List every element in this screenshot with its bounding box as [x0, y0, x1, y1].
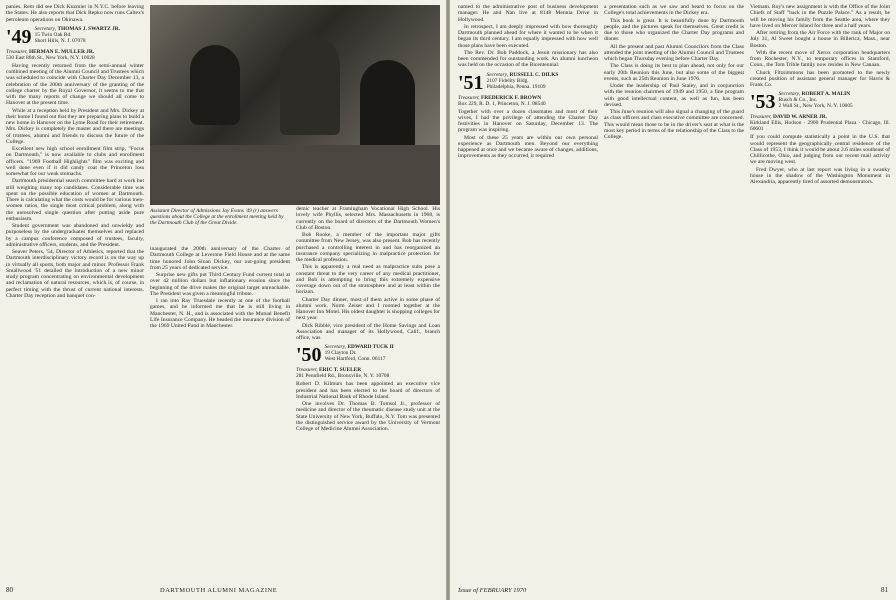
- treasurer-block: Treasurer, ERIC T. SUELER 281 Pennfield Rd., Bronxville, N. Y. 10708: [296, 367, 390, 380]
- paragraph: With the recent move of Xerox corporation headquarters from Rochester, N.Y., to temporary offices in Stamford, Conn., the Tom Trible family now resides in New Canaan.: [750, 49, 890, 69]
- paragraph: Seaver Peters, '54, Director of Athletics, reported that the Dartmouth interdisciplinary victory record is on the way up in virtually all sports, both major and minor. Professor Frank Smallwood '51 detailed the introduction of a new minor study program concentrating on environmental development and reclamation of natural resources, which is, of course, in perfect timing with the thrust of current national interests. Charter Day reception and banquet con-: [6, 249, 144, 299]
- paragraph: demic teacher at Framingham Vocational High School. His lovely wife Phyllis, selected Mrs. Massachusetts in 1968, is currently on the board of directors of the Dartmouth Women's Club of Boston.: [296, 206, 440, 231]
- photo-caption: Assistant Director of Admissions Jay Evans '49 (r) answers questions about the College at the enrollment meeting held by the Dartmouth Club of the Great Divide.: [150, 208, 284, 226]
- page-number-right: 81: [881, 586, 888, 594]
- right-page: [450, 0, 896, 600]
- secretary-block: Secretary, EDWARD TUCK II 19 Clayton Dr. West Hartford, Conn. 06117: [324, 344, 394, 363]
- paragraph: Fred Dwyer, who at last report was living in a swanky house in the shadow of the Washington Monument in Alexandria, apparently tired of assorted demonstrators.: [750, 166, 890, 185]
- paragraph: After retiring from the Air Force with the rank of Major on July 31, Al Sweet bought a house in Billerica, Mass., near Boston.: [750, 30, 890, 49]
- paragraph: inaugurated the 200th anniversary of the Charter of Dartmouth College at Leverone Field House and at the same time honored John Sloan Dickey, our out-going president from 25 years of dedicated service.: [150, 246, 290, 271]
- magazine-title: DARTMOUTH ALUMNI MAGAZINE: [160, 587, 278, 594]
- paragraph: The Rev. Dr. Bob Paddock, a Jesuit missionary has also been commended for outstanding work. An alumni luncheon was held on the occasion of the Bicentennial.: [458, 49, 598, 69]
- class-header-50: [296, 344, 440, 365]
- left-column-1: [6, 4, 144, 300]
- treasurer-block: Treasurer, DAVID W. ARNER JR. Kirkland Ellis, Hodson · 2900 Prudential Plaza · Chicago, Ill. 60601: [750, 114, 890, 133]
- paragraph: a presentation such as we saw and heard to focus on the College's total achievements in the Dickey era.: [604, 4, 744, 17]
- paragraph: Excellent new high school enrollment film strip, "Focus on Dartmouth," is now available to clubs and enrollment officers. "1969 Football Highlights" film was exciting and well done even if it did candy coat the Princeton loss somewhat for our weak stomachs.: [6, 146, 144, 177]
- right-column-2: [604, 4, 744, 141]
- class-header-51: [458, 72, 598, 93]
- right-column-3: [750, 4, 890, 186]
- treasurer-block: Treasurer, FREDERICK F. BROWN Box 229, R. D. 1, Princeton, N. J. 08540: [458, 94, 546, 107]
- paragraph: Dartmouth presidential search committee hard at work but still weighing many top candidates. Considerable time was spent on the possible education of women at Dartmouth. There is calculating what the costs would be for various men-women ratios, the single most critical problem, along with the unresolved single question after putting aside pure enthusiasm.: [6, 178, 144, 222]
- class-year: '51: [458, 71, 484, 93]
- paragraph: panies. Rem did see Dick Kuzmier in N.Y.C. before leaving the States. He also reports that Dick Repko now runs Caltex's petroleum operations on Okinawa.: [6, 4, 144, 23]
- left-column-2: [150, 246, 290, 330]
- paragraph: This June's reunion will also signal a changing of the guard as class officers and class executive committee are concerned. This would mean those to be in the driver's seat at what is the most key period in terms of the relationship of the Class to the College.: [604, 109, 744, 140]
- paragraph: Under the leadership of Paul Staley, and in conjunction with the reunion chairmen of 1949 and 1950, a fine program with good intellectual content, as well as fun, has been devised.: [604, 83, 744, 108]
- secretary-block: Secretary, THOMAS J. SWARTZ JR. 15 Twin Oak Rd. Short Hills, N. J. 07078: [34, 25, 120, 44]
- paragraph: Together with over a dozen classmates and most of their wives, I had the privilege of attending the Charter Day festivities in Hanover on Saturday, December 13. The program was inspiring.: [458, 108, 598, 134]
- paragraph: This is apparently a real need as malpractice suits pose a constant threat to the very career of any medical practitioner, and Bob is attempting to bring this extremely expensive coverage down out of the stratosphere and at least within the horizon.: [296, 264, 440, 296]
- paragraph: Robert D. Kilmurs has been appointed an executive vice president and has been elected to the board of directors of Industrial National Bank of Rhode Island.: [296, 381, 440, 400]
- paragraph: All the present and past Alumni Councilors from the Class attended the joint meeting of the Alumni Council and Trustees which began Thursday evening before Charter Day.: [604, 43, 744, 62]
- paragraph: Bob Rooke, a member of the important major gifts committee from New Jersey, was also present. Bob has recently purchased a controlling interest in and has reorganized an insurance company specializing in malpractice protection for the medical profession.: [296, 232, 440, 263]
- class-header-53: [750, 91, 890, 112]
- paragraph: Student government was abandoned and unwieldy and purposeless by the undergraduates themselves and replaced by a campus conference composed of trustees, faculty, administrative officers, students, and the President.: [6, 223, 144, 248]
- class-header-49: [6, 26, 144, 47]
- paragraph: The Class is doing its best to plan ahead, not only for our early 20th Reunion this June, but also some of the biggest events, such as 25th Reunion in June 1976.: [604, 63, 744, 82]
- class-year: '53: [750, 91, 776, 113]
- treasurer-block: Treasurer, HERMAN E. MULLER JR. 530 East 86th St., New York, N.Y. 10028: [6, 48, 95, 61]
- secretary-block: Secretary, RUSSELL C. DILKS 2107 Fidelity Bldg. Philadelphia, Penna. 19109: [486, 71, 559, 90]
- issue-date: Issue of FEBRUARY 1970: [458, 587, 527, 594]
- page-number-left: 80: [6, 586, 13, 594]
- class-year: '49: [6, 25, 32, 47]
- left-page: [0, 0, 446, 600]
- paragraph: Charter Day dinner, most of them active in some phase of alumni work. Norm Zeiser and I roomed together at the Hanover Inn Motel. His oldest daughter is shopping colleges for next year.: [296, 296, 440, 322]
- right-column-1: [458, 4, 598, 161]
- secretary-block: Secretary, ROBERT A. MALIN Rusch & Co., Inc. 2 Wall St., New York, N. Y. 10005: [778, 91, 853, 110]
- left-column-3: [296, 206, 440, 433]
- class-year: '50: [296, 344, 322, 366]
- paragraph: Most of these 25 years are within our own personal experience as Dartmouth men. Beyond our everything happened at once and we became aware of changes, additions, improvements as they occurred, it required: [458, 134, 598, 160]
- paragraph: Dick Ribble, vice president of the Home Savings and Loan Association and manager of its Hollywood, Calif., branch office, was: [296, 322, 440, 341]
- photo-admissions-meeting: [150, 5, 440, 205]
- paragraph: In retrospect, I am deeply impressed with how thoroughly Dartmouth planned ahead for where it wanted to be when it began its third century. I am equally impressed with how well those plans have been executed.: [458, 23, 598, 49]
- paragraph: Chuck Fitzsimmons has been promoted to the newly created position of assistant general manager for Harris & Frank Co.: [750, 69, 890, 88]
- paragraph: This book is great. It is beautifully done by Dartmouth people, and the pictures speak for themselves. Great credit is due to those who organized the Charter Day programs and dinner.: [604, 17, 744, 43]
- paragraph: Vietnam. Roy's new assignment is with the Office of the Joint Chiefs of Staff "back in the Puzzle Palace." As a result, he will be moving his family from the Seattle area, where they have lived on Mercer Island for three and a half years.: [750, 4, 890, 29]
- paragraph: One involves Dr. Thomas B. Tomsol Jr., professor of medicine and director of the rheumatic disease study unit at the State University of New York, Buffalo, N.Y. Tom was presented the distinguished service award by the University of Vermont College of Medicine Alumni Association.: [296, 401, 440, 432]
- paragraph: While at a reception held by President and Mrs. Dickey at their home I found out that they are preparing plans to build a new home in Hanover on the Lyme Road for their retirement. Mrs. Dickey is completely the master and there are meetings of trustees, alumni and friends to discuss the future of the College.: [6, 107, 144, 145]
- paragraph: Surprise new gifts put Third Century Fund current total at over 42 million dollars but inflationary erosion since the beginning of the drive makes the original target unreachable. The President was given a meaningful tribute.: [150, 272, 290, 297]
- paragraph: Having recently returned from the semi-annual winter combined meeting of the Alumni Council and Trustees which was scheduled to coincide with Charter Day December 13, a celebration of the 200th anniversary of the granting of the college charter by the Royal Governor, it seems to me that with the many reports of change we should all come to Hanover at the present time.: [6, 62, 144, 107]
- paragraph: If you could compute statistically a point in the U.S. that would represent the geographically central residence of the Class of 1953, I think it would be about 3.6 miles southeast of Chillicothe, Ohio, and judging from our recent mail activity we are moving west.: [750, 134, 890, 166]
- paragraph: I ran into Ray Truesdale recently at one of the football games, and he informed me that he is still living in Manchester, N. H., and is associated with the Mutual Benefit Life Insurance Company. He headed the insurance division of the 1969 United Fund in Manchester.: [150, 298, 290, 329]
- paragraph: named to the administrative post of business development manager. He and Nan live at 8148 Mennia Drive in Hollywood.: [458, 4, 598, 23]
